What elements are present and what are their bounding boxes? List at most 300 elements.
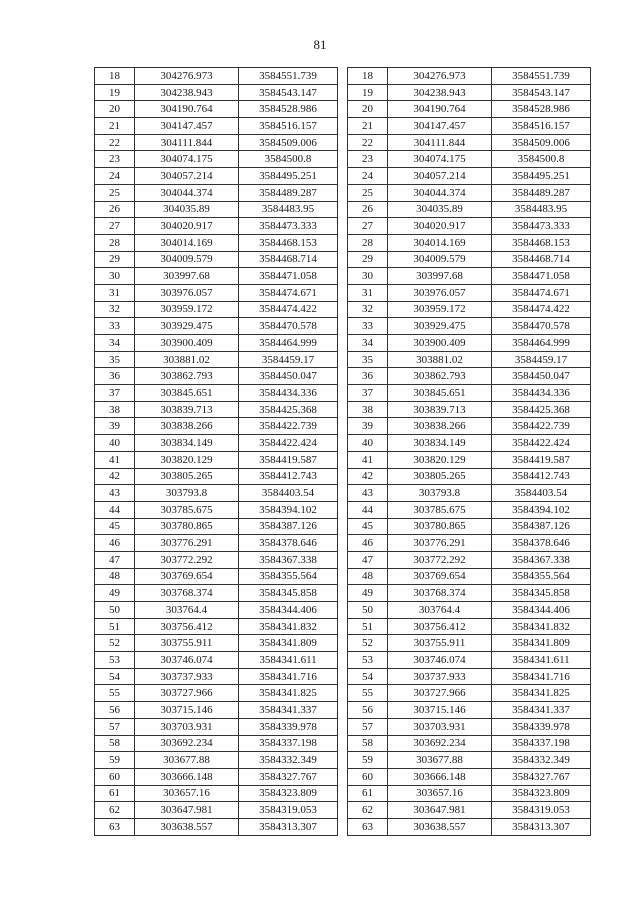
x-coordinate-cell: 303900.409 [135,335,239,352]
point-number-cell: 58 [95,735,135,752]
y-coordinate-cell: 3584543.147 [492,84,591,101]
y-coordinate-cell: 3584341.611 [492,652,591,669]
y-coordinate-cell: 3584459.17 [239,351,338,368]
point-number-cell: 49 [348,585,388,602]
y-coordinate-cell: 3584341.832 [239,618,338,635]
table-row [348,768,591,785]
point-number-cell: 36 [348,368,388,385]
table-row [348,351,591,368]
table-row [95,301,338,318]
x-coordinate-cell: 304238.943 [388,84,492,101]
point-number-cell: 62 [348,802,388,819]
table-row [348,84,591,101]
table-row [348,652,591,669]
table-row [348,718,591,735]
y-coordinate-cell: 3584313.307 [239,818,338,835]
point-number-cell: 22 [95,134,135,151]
point-number-cell: 36 [95,368,135,385]
x-coordinate-cell: 303638.557 [388,818,492,835]
point-number-cell: 42 [95,468,135,485]
table-row [95,485,338,502]
table-row [95,785,338,802]
table-row [95,284,338,301]
y-coordinate-cell: 3584327.767 [492,768,591,785]
point-number-cell: 35 [95,351,135,368]
table-row [348,134,591,151]
table-row [348,668,591,685]
y-coordinate-cell: 3584450.047 [239,368,338,385]
y-coordinate-cell: 3584509.006 [239,134,338,151]
x-coordinate-cell: 303805.265 [388,468,492,485]
y-coordinate-cell: 3584425.368 [239,401,338,418]
point-number-cell: 50 [95,602,135,619]
y-coordinate-cell: 3584387.126 [239,518,338,535]
table-row [348,268,591,285]
x-coordinate-cell: 304020.917 [388,218,492,235]
point-number-cell: 51 [348,618,388,635]
table-row [348,568,591,585]
point-number-cell: 33 [348,318,388,335]
y-coordinate-cell: 3584341.337 [492,702,591,719]
x-coordinate-cell: 303780.865 [135,518,239,535]
table-row [95,368,338,385]
y-coordinate-cell: 3584339.978 [239,718,338,735]
y-coordinate-cell: 3584468.153 [492,234,591,251]
x-coordinate-cell: 303997.68 [388,268,492,285]
x-coordinate-cell: 303793.8 [388,485,492,502]
y-coordinate-cell: 3584394.102 [492,501,591,518]
point-number-cell: 46 [348,535,388,552]
y-coordinate-cell: 3584378.646 [239,535,338,552]
y-coordinate-cell: 3584419.587 [492,451,591,468]
table-row [95,685,338,702]
point-number-cell: 55 [95,685,135,702]
x-coordinate-cell: 303959.172 [388,301,492,318]
table-row [348,101,591,118]
y-coordinate-cell: 3584551.739 [492,68,591,85]
point-number-cell: 30 [348,268,388,285]
table-row [95,118,338,135]
x-coordinate-cell: 303737.933 [135,668,239,685]
point-number-cell: 35 [348,351,388,368]
table-row [95,551,338,568]
y-coordinate-cell: 3584323.809 [239,785,338,802]
point-number-cell: 44 [348,501,388,518]
table-row [95,718,338,735]
x-coordinate-cell: 304111.844 [388,134,492,151]
table-row [348,168,591,185]
x-coordinate-cell: 303785.675 [135,501,239,518]
table-row [95,151,338,168]
table-row [348,752,591,769]
y-coordinate-cell: 3584341.809 [239,635,338,652]
x-coordinate-cell: 303746.074 [388,652,492,669]
table-row [348,818,591,835]
table-row [348,301,591,318]
table-row [95,184,338,201]
x-coordinate-cell: 303769.654 [388,568,492,585]
coordinate-table-body [348,68,591,836]
x-coordinate-cell: 303834.149 [135,435,239,452]
point-number-cell: 55 [348,685,388,702]
point-number-cell: 52 [348,635,388,652]
point-number-cell: 24 [95,168,135,185]
point-number-cell: 59 [348,752,388,769]
table-row [95,702,338,719]
x-coordinate-cell: 303772.292 [388,551,492,568]
point-number-cell: 42 [348,468,388,485]
point-number-cell: 37 [95,385,135,402]
point-number-cell: 49 [95,585,135,602]
y-coordinate-cell: 3584464.999 [239,335,338,352]
y-coordinate-cell: 3584367.338 [239,551,338,568]
y-coordinate-cell: 3584327.767 [239,768,338,785]
point-number-cell: 57 [95,718,135,735]
x-coordinate-cell: 303997.68 [135,268,239,285]
table-row [95,752,338,769]
point-number-cell: 28 [95,234,135,251]
point-number-cell: 41 [95,451,135,468]
x-coordinate-cell: 303768.374 [388,585,492,602]
point-number-cell: 21 [348,118,388,135]
y-coordinate-cell: 3584367.338 [492,551,591,568]
x-coordinate-cell: 303780.865 [388,518,492,535]
y-coordinate-cell: 3584341.825 [492,685,591,702]
table-row [348,602,591,619]
point-number-cell: 43 [348,485,388,502]
point-number-cell: 48 [95,568,135,585]
table-row [348,68,591,85]
table-row [348,435,591,452]
point-number-cell: 34 [348,335,388,352]
y-coordinate-cell: 3584412.743 [492,468,591,485]
table-row [95,435,338,452]
point-number-cell: 57 [348,718,388,735]
y-coordinate-cell: 3584516.157 [239,118,338,135]
y-coordinate-cell: 3584313.307 [492,818,591,835]
table-row [95,218,338,235]
y-coordinate-cell: 3584355.564 [239,568,338,585]
point-number-cell: 21 [95,118,135,135]
y-coordinate-cell: 3584450.047 [492,368,591,385]
x-coordinate-cell: 303755.911 [388,635,492,652]
point-number-cell: 23 [348,151,388,168]
point-number-cell: 26 [348,201,388,218]
point-number-cell: 23 [95,151,135,168]
y-coordinate-cell: 3584474.671 [239,284,338,301]
point-number-cell: 53 [348,652,388,669]
x-coordinate-cell: 303976.057 [135,284,239,301]
y-coordinate-cell: 3584468.153 [239,234,338,251]
x-coordinate-cell: 303764.4 [135,602,239,619]
x-coordinate-cell: 304276.973 [135,68,239,85]
point-number-cell: 34 [95,335,135,352]
table-row [95,535,338,552]
x-coordinate-cell: 303764.4 [388,602,492,619]
point-number-cell: 50 [348,602,388,619]
point-number-cell: 56 [95,702,135,719]
x-coordinate-cell: 304111.844 [135,134,239,151]
point-number-cell: 45 [348,518,388,535]
table-row [95,802,338,819]
y-coordinate-cell: 3584468.714 [492,251,591,268]
x-coordinate-cell: 303666.148 [135,768,239,785]
point-number-cell: 28 [348,234,388,251]
table-row [95,401,338,418]
table-row [95,635,338,652]
point-number-cell: 26 [95,201,135,218]
point-number-cell: 32 [95,301,135,318]
table-row [95,84,338,101]
x-coordinate-cell: 303845.651 [135,385,239,402]
x-coordinate-cell: 303862.793 [388,368,492,385]
page-number: 81 [313,37,327,52]
y-coordinate-cell: 3584341.337 [239,702,338,719]
y-coordinate-cell: 3584489.287 [492,184,591,201]
y-coordinate-cell: 3584387.126 [492,518,591,535]
table-row [95,418,338,435]
y-coordinate-cell: 3584495.251 [239,168,338,185]
x-coordinate-cell: 304074.175 [388,151,492,168]
x-coordinate-cell: 303834.149 [388,435,492,452]
table-row [95,768,338,785]
x-coordinate-cell: 303715.146 [388,702,492,719]
y-coordinate-cell: 3584332.349 [239,752,338,769]
table-row [95,468,338,485]
y-coordinate-cell: 3584474.422 [239,301,338,318]
y-coordinate-cell: 3584344.406 [492,602,591,619]
table-row [348,485,591,502]
point-number-cell: 33 [95,318,135,335]
table-row [95,251,338,268]
point-number-cell: 25 [348,184,388,201]
table-row [95,501,338,518]
y-coordinate-cell: 3584425.368 [492,401,591,418]
x-coordinate-cell: 304044.374 [135,184,239,201]
point-number-cell: 18 [95,68,135,85]
point-number-cell: 61 [348,785,388,802]
y-coordinate-cell: 3584500.8 [492,151,591,168]
x-coordinate-cell: 304238.943 [135,84,239,101]
x-coordinate-cell: 303756.412 [135,618,239,635]
table-row [95,602,338,619]
table-row [95,68,338,85]
x-coordinate-cell: 303929.475 [388,318,492,335]
x-coordinate-cell: 303647.981 [388,802,492,819]
point-number-cell: 56 [348,702,388,719]
table-row [348,451,591,468]
x-coordinate-cell: 303838.266 [135,418,239,435]
y-coordinate-cell: 3584468.714 [239,251,338,268]
y-coordinate-cell: 3584422.739 [492,418,591,435]
y-coordinate-cell: 3584509.006 [492,134,591,151]
table-row [95,451,338,468]
point-number-cell: 58 [348,735,388,752]
point-number-cell: 54 [348,668,388,685]
point-number-cell: 24 [348,168,388,185]
point-number-cell: 40 [95,435,135,452]
y-coordinate-cell: 3584551.739 [239,68,338,85]
y-coordinate-cell: 3584337.198 [239,735,338,752]
point-number-cell: 59 [95,752,135,769]
x-coordinate-cell: 304057.214 [135,168,239,185]
x-coordinate-cell: 303772.292 [135,551,239,568]
y-coordinate-cell: 3584473.333 [239,218,338,235]
x-coordinate-cell: 303776.291 [135,535,239,552]
y-coordinate-cell: 3584434.336 [492,385,591,402]
y-coordinate-cell: 3584332.349 [492,752,591,769]
x-coordinate-cell: 304276.973 [388,68,492,85]
y-coordinate-cell: 3584344.406 [239,602,338,619]
x-coordinate-cell: 303900.409 [388,335,492,352]
x-coordinate-cell: 303692.234 [388,735,492,752]
table-row [348,501,591,518]
point-number-cell: 30 [95,268,135,285]
x-coordinate-cell: 303839.713 [388,401,492,418]
table-row [348,802,591,819]
table-row [348,735,591,752]
point-number-cell: 54 [95,668,135,685]
y-coordinate-cell: 3584339.978 [492,718,591,735]
table-row [348,184,591,201]
table-row [95,568,338,585]
y-coordinate-cell: 3584474.671 [492,284,591,301]
coordinate-table-left [94,67,338,836]
y-coordinate-cell: 3584543.147 [239,84,338,101]
table-row [348,785,591,802]
point-number-cell: 29 [348,251,388,268]
table-row [95,134,338,151]
point-number-cell: 61 [95,785,135,802]
point-number-cell: 38 [95,401,135,418]
table-row [348,385,591,402]
table-row [95,618,338,635]
y-coordinate-cell: 3584464.999 [492,335,591,352]
x-coordinate-cell: 303793.8 [135,485,239,502]
y-coordinate-cell: 3584341.716 [239,668,338,685]
y-coordinate-cell: 3584422.424 [492,435,591,452]
y-coordinate-cell: 3584412.743 [239,468,338,485]
point-number-cell: 27 [95,218,135,235]
table-row [95,385,338,402]
point-number-cell: 46 [95,535,135,552]
y-coordinate-cell: 3584516.157 [492,118,591,135]
point-number-cell: 53 [95,652,135,669]
table-row [348,218,591,235]
y-coordinate-cell: 3584394.102 [239,501,338,518]
table-row [95,168,338,185]
x-coordinate-cell: 304190.764 [135,101,239,118]
point-number-cell: 32 [348,301,388,318]
x-coordinate-cell: 303756.412 [388,618,492,635]
y-coordinate-cell: 3584434.336 [239,385,338,402]
y-coordinate-cell: 3584528.986 [239,101,338,118]
x-coordinate-cell: 303737.933 [388,668,492,685]
point-number-cell: 52 [95,635,135,652]
x-coordinate-cell: 304014.169 [135,234,239,251]
coordinate-table-right [347,67,591,836]
y-coordinate-cell: 3584337.198 [492,735,591,752]
x-coordinate-cell: 303839.713 [135,401,239,418]
point-number-cell: 27 [348,218,388,235]
y-coordinate-cell: 3584345.858 [492,585,591,602]
x-coordinate-cell: 303647.981 [135,802,239,819]
y-coordinate-cell: 3584459.17 [492,351,591,368]
y-coordinate-cell: 3584471.058 [492,268,591,285]
table-row [348,318,591,335]
point-number-cell: 31 [95,284,135,301]
y-coordinate-cell: 3584483.95 [492,201,591,218]
x-coordinate-cell: 304147.457 [388,118,492,135]
x-coordinate-cell: 304057.214 [388,168,492,185]
y-coordinate-cell: 3584473.333 [492,218,591,235]
table-row [348,234,591,251]
point-number-cell: 39 [95,418,135,435]
point-number-cell: 38 [348,401,388,418]
x-coordinate-cell: 303692.234 [135,735,239,752]
x-coordinate-cell: 304190.764 [388,101,492,118]
x-coordinate-cell: 303805.265 [135,468,239,485]
x-coordinate-cell: 303776.291 [388,535,492,552]
x-coordinate-cell: 303727.966 [135,685,239,702]
table-row [348,418,591,435]
point-number-cell: 63 [95,818,135,835]
x-coordinate-cell: 304009.579 [388,251,492,268]
table-row [348,151,591,168]
table-row [348,284,591,301]
point-number-cell: 29 [95,251,135,268]
y-coordinate-cell: 3584319.053 [239,802,338,819]
y-coordinate-cell: 3584471.058 [239,268,338,285]
x-coordinate-cell: 303769.654 [135,568,239,585]
x-coordinate-cell: 303677.88 [135,752,239,769]
x-coordinate-cell: 303666.148 [388,768,492,785]
y-coordinate-cell: 3584422.739 [239,418,338,435]
table-row [95,101,338,118]
x-coordinate-cell: 303755.911 [135,635,239,652]
y-coordinate-cell: 3584341.611 [239,652,338,669]
table-row [95,668,338,685]
point-number-cell: 19 [348,84,388,101]
table-row [95,585,338,602]
x-coordinate-cell: 303845.651 [388,385,492,402]
x-coordinate-cell: 303657.16 [388,785,492,802]
y-coordinate-cell: 3584422.424 [239,435,338,452]
point-number-cell: 47 [95,551,135,568]
x-coordinate-cell: 303820.129 [388,451,492,468]
table-row [348,685,591,702]
x-coordinate-cell: 303959.172 [135,301,239,318]
table-row [95,652,338,669]
table-row [95,351,338,368]
x-coordinate-cell: 303727.966 [388,685,492,702]
y-coordinate-cell: 3584474.422 [492,301,591,318]
x-coordinate-cell: 304044.374 [388,184,492,201]
point-number-cell: 63 [348,818,388,835]
table-row [348,551,591,568]
table-row [348,118,591,135]
table-row [95,318,338,335]
x-coordinate-cell: 303881.02 [135,351,239,368]
table-row [348,468,591,485]
point-number-cell: 22 [348,134,388,151]
y-coordinate-cell: 3584489.287 [239,184,338,201]
y-coordinate-cell: 3584341.809 [492,635,591,652]
point-number-cell: 20 [348,101,388,118]
table-row [95,335,338,352]
y-coordinate-cell: 3584500.8 [239,151,338,168]
x-coordinate-cell: 303838.266 [388,418,492,435]
